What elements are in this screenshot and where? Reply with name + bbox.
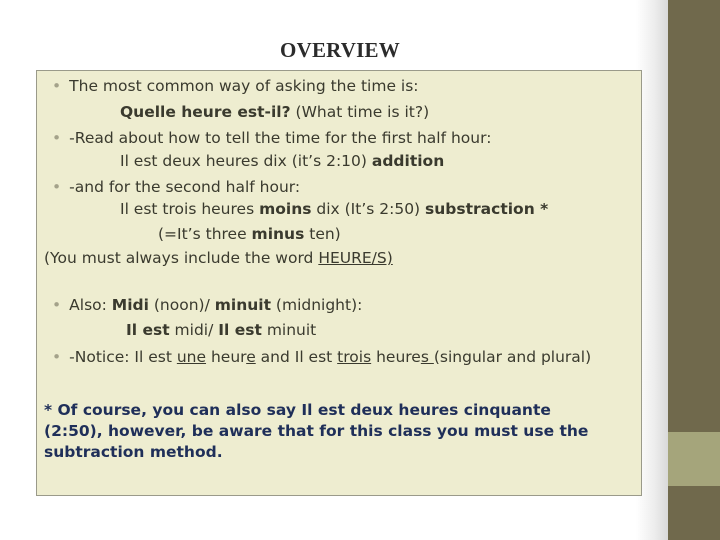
bullet-icon: • — [52, 178, 62, 196]
side-bar-bottom — [668, 486, 720, 540]
side-bar-top — [668, 0, 720, 432]
bullet-icon: • — [52, 296, 62, 314]
bullet-icon: • — [52, 129, 62, 147]
phrase-deux-heures-dix: Il est deux heures dix (it’s 2:10) addition — [120, 152, 445, 170]
bullet-second-half-hour: • -and for the second half hour: — [52, 178, 301, 196]
bullet-asking-time: • The most common way of asking the time is: — [52, 77, 419, 95]
phrase-three-minus-ten: (=It’s three minus ten) — [158, 225, 341, 243]
bullet-first-half-hour: • -Read about how to tell the time for the first half hour: — [52, 129, 492, 147]
note-include-heure: (You must always include the word HEURE/S) — [44, 249, 393, 267]
bullet-icon: • — [52, 348, 62, 366]
phrase-il-est-midi-minuit: Il est midi/ Il est minuit — [126, 321, 317, 339]
bullet-midi-minuit: • Also: Midi (noon)/ minuit (midnight): — [52, 296, 363, 314]
bullet-singular-plural: • -Notice: Il est une heure and Il est trois heures (singular and plural) — [52, 348, 592, 366]
bullet-icon: • — [52, 77, 62, 95]
slide-title: OVERVIEW — [280, 38, 400, 62]
subtraction-method-note: * Of course, you can also say Il est deux heures cinquante (2:50), however, be aware that for this class you must use the subtraction method. — [44, 401, 589, 461]
side-bar-middle — [668, 432, 720, 486]
phrase-trois-heures-moins-dix: Il est trois heures moins dix (It’s 2:50) substraction * — [120, 200, 549, 218]
phrase-quelle-heure: Quelle heure est-il? (What time is it?) — [120, 103, 430, 121]
